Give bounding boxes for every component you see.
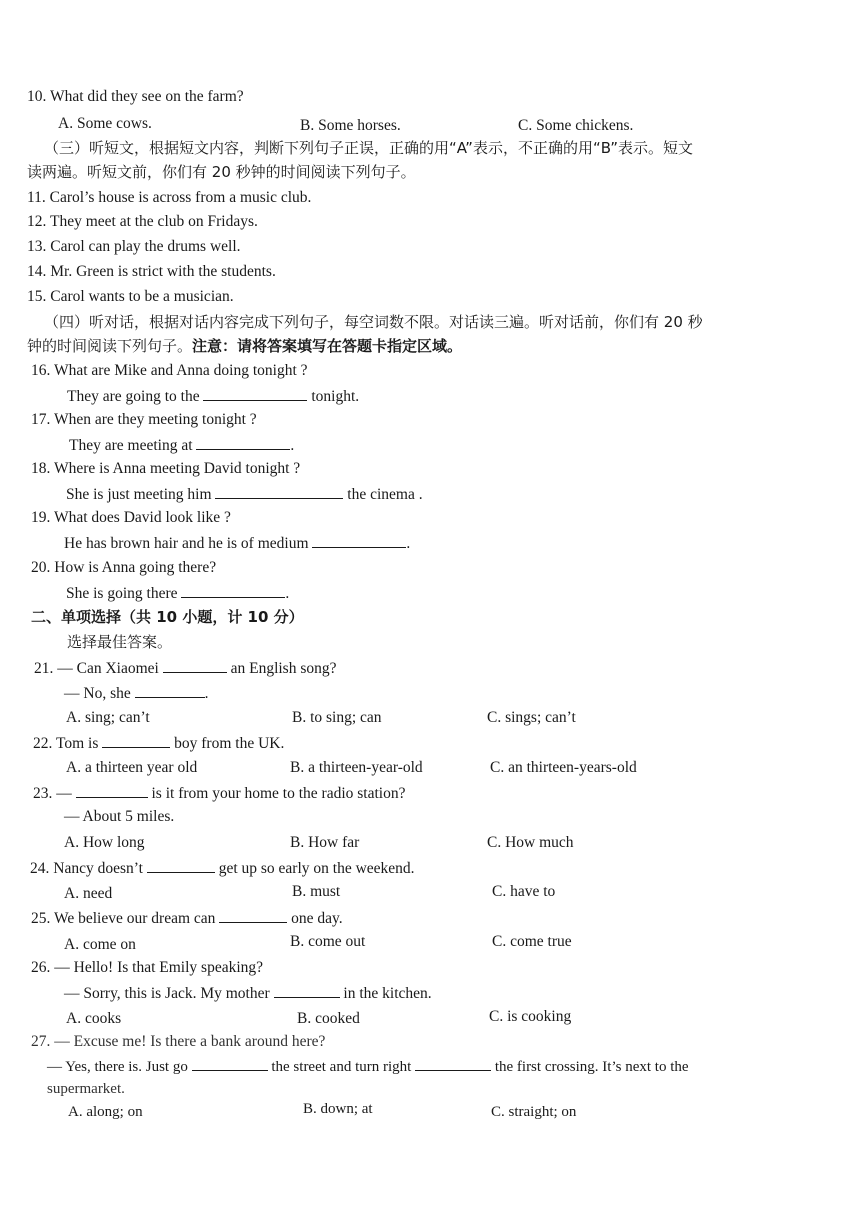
answer-17-line bbox=[69, 435, 294, 456]
part4-instruction-text: 钟的时间阅读下列句子。 bbox=[27, 337, 193, 355]
section-2-title: 二、单项选择（共 10 小题，计 10 分） bbox=[31, 608, 304, 626]
question-27-line1: 27. — Excuse me! Is there a bank around here? bbox=[31, 1033, 326, 1050]
question-23-reply: — About 5 miles. bbox=[64, 808, 175, 825]
question-10-option-a: A. Some cows. bbox=[58, 115, 152, 132]
statement-11: 11. Carol’s house is across from a music club. bbox=[27, 189, 312, 206]
answer-17-prefix: They are meeting at bbox=[69, 437, 193, 454]
question-21-line2 bbox=[64, 683, 208, 704]
question-25-suffix: one day. bbox=[291, 910, 343, 927]
question-25-stem bbox=[31, 908, 343, 929]
question-23-stem bbox=[33, 783, 405, 804]
answer-18-suffix: the cinema . bbox=[347, 486, 423, 503]
part3-instruction-line1: （三）听短文，根据短文内容，判断下列句子正误，正确的用“A”表示，不正确的用“B”表示。短文 bbox=[44, 139, 693, 157]
part4-instruction-line2 bbox=[27, 336, 462, 356]
question-27-option-b[interactable]: B. down; at bbox=[303, 1101, 373, 1117]
question-24-prefix: 24. Nancy doesn’t bbox=[30, 860, 143, 877]
answer-17-suffix: . bbox=[290, 437, 295, 454]
question-23-blank[interactable] bbox=[76, 783, 148, 798]
question-10-option-c: C. Some chickens. bbox=[518, 117, 634, 134]
answer-19-suffix: . bbox=[406, 535, 411, 552]
answer-18-blank[interactable] bbox=[215, 484, 343, 499]
question-16: 16. What are Mike and Anna doing tonight ? bbox=[31, 362, 308, 379]
question-22-suffix: boy from the UK. bbox=[174, 735, 285, 752]
question-23-suffix: is it from your home to the radio station? bbox=[151, 785, 406, 802]
question-22-option-c[interactable]: C. an thirteen-years-old bbox=[490, 759, 637, 776]
question-17: 17. When are they meeting tonight ? bbox=[31, 411, 257, 428]
question-21-reply-suffix: . bbox=[204, 685, 209, 702]
question-26-option-c[interactable]: C. is cooking bbox=[489, 1008, 572, 1025]
answer-16-prefix: They are going to the bbox=[67, 388, 200, 405]
question-27-line2 bbox=[47, 1056, 689, 1077]
question-27-option-c[interactable]: C. straight; on bbox=[491, 1104, 577, 1120]
question-24-stem bbox=[30, 858, 415, 879]
question-26-option-a[interactable]: A. cooks bbox=[66, 1010, 122, 1027]
question-22-option-b[interactable]: B. a thirteen-year-old bbox=[290, 759, 423, 776]
question-27-line3: supermarket. bbox=[47, 1081, 125, 1097]
answer-20-prefix: She is going there bbox=[66, 585, 178, 602]
question-18: 18. Where is Anna meeting David tonight ? bbox=[31, 460, 301, 477]
answer-16-suffix: tonight. bbox=[311, 388, 360, 405]
question-19: 19. What does David look like ? bbox=[31, 509, 231, 526]
answer-20-suffix: . bbox=[285, 585, 290, 602]
question-27-blank-2[interactable] bbox=[415, 1056, 491, 1071]
question-27-blank-1[interactable] bbox=[192, 1056, 268, 1071]
statement-15: 15. Carol wants to be a musician. bbox=[27, 288, 234, 305]
question-21-prefix: 21. — Can Xiaomei bbox=[34, 660, 159, 677]
answer-19-line bbox=[64, 533, 410, 554]
question-25-option-b[interactable]: B. come out bbox=[290, 933, 366, 950]
question-26-blank[interactable] bbox=[274, 983, 340, 998]
question-22-prefix: 22. Tom is bbox=[33, 735, 99, 752]
question-21-option-b[interactable]: B. to sing; can bbox=[292, 709, 382, 726]
question-27-part-a: — Yes, there is. Just go bbox=[47, 1059, 188, 1075]
question-27-option-a[interactable]: A. along; on bbox=[68, 1104, 143, 1120]
answer-16-line bbox=[67, 386, 359, 407]
question-21-line1 bbox=[34, 658, 337, 679]
answer-18-line bbox=[66, 484, 423, 505]
question-24-option-c[interactable]: C. have to bbox=[492, 883, 556, 900]
question-24-option-a[interactable]: A. need bbox=[64, 885, 113, 902]
question-25-option-a[interactable]: A. come on bbox=[64, 936, 136, 953]
question-23-option-b[interactable]: B. How far bbox=[290, 834, 360, 851]
question-10-option-b: B. Some horses. bbox=[300, 117, 401, 134]
answer-19-prefix: He has brown hair and he is of medium bbox=[64, 535, 309, 552]
statement-13: 13. Carol can play the drums well. bbox=[27, 238, 241, 255]
question-23-option-a[interactable]: A. How long bbox=[64, 834, 145, 851]
section-2-instruction: 选择最佳答案。 bbox=[67, 633, 173, 651]
statement-12: 12. They meet at the club on Fridays. bbox=[27, 213, 258, 230]
answer-20-line bbox=[66, 583, 289, 604]
answer-19-blank[interactable] bbox=[312, 533, 406, 548]
answer-16-blank[interactable] bbox=[203, 386, 307, 401]
question-22-option-a[interactable]: A. a thirteen year old bbox=[66, 759, 198, 776]
question-21-blank-2[interactable] bbox=[135, 683, 205, 698]
question-21-suffix: an English song? bbox=[230, 660, 337, 677]
part3-instruction-line2: 读两遍。听短文前，你们有 20 秒钟的时间阅读下列句子。 bbox=[27, 163, 416, 181]
question-25-prefix: 25. We believe our dream can bbox=[31, 910, 216, 927]
question-26-suffix: in the kitchen. bbox=[343, 985, 432, 1002]
question-25-option-c[interactable]: C. come true bbox=[492, 933, 572, 950]
statement-14: 14. Mr. Green is strict with the students. bbox=[27, 263, 276, 280]
question-24-blank[interactable] bbox=[147, 858, 215, 873]
question-21-option-a[interactable]: A. sing; can’t bbox=[66, 709, 150, 726]
question-23-prefix: 23. — bbox=[33, 785, 72, 802]
question-25-blank[interactable] bbox=[219, 908, 287, 923]
question-21-option-c[interactable]: C. sings; can’t bbox=[487, 709, 576, 726]
question-26-option-b[interactable]: B. cooked bbox=[297, 1010, 360, 1027]
question-21-blank-1[interactable] bbox=[163, 658, 227, 673]
question-21-reply-prefix: — No, she bbox=[64, 685, 131, 702]
question-26-line2 bbox=[64, 983, 432, 1004]
part4-instruction-line1: （四）听对话，根据对话内容完成下列句子，每空词数不限。对话读三遍。听对话前，你们有 20 秒 bbox=[44, 313, 703, 331]
question-24-suffix: get up so early on the weekend. bbox=[218, 860, 415, 877]
answer-20-blank[interactable] bbox=[181, 583, 285, 598]
question-26-prefix: — Sorry, this is Jack. My mother bbox=[64, 985, 270, 1002]
question-20: 20. How is Anna going there? bbox=[31, 559, 217, 576]
answer-18-prefix: She is just meeting him bbox=[66, 486, 212, 503]
question-26-line1: 26. — Hello! Is that Emily speaking? bbox=[31, 959, 264, 976]
question-22-stem bbox=[33, 733, 284, 754]
question-27-part-c: the first crossing. It’s next to the bbox=[494, 1059, 689, 1075]
question-23-option-c[interactable]: C. How much bbox=[487, 834, 574, 851]
question-22-blank[interactable] bbox=[102, 733, 170, 748]
question-24-option-b[interactable]: B. must bbox=[292, 883, 341, 900]
question-27-part-b: the street and turn right bbox=[271, 1059, 412, 1075]
part4-notice: 注意：请将答案填写在答题卡指定区域。 bbox=[192, 337, 463, 355]
answer-17-blank[interactable] bbox=[196, 435, 290, 450]
question-10-stem: 10. What did they see on the farm? bbox=[27, 88, 244, 105]
